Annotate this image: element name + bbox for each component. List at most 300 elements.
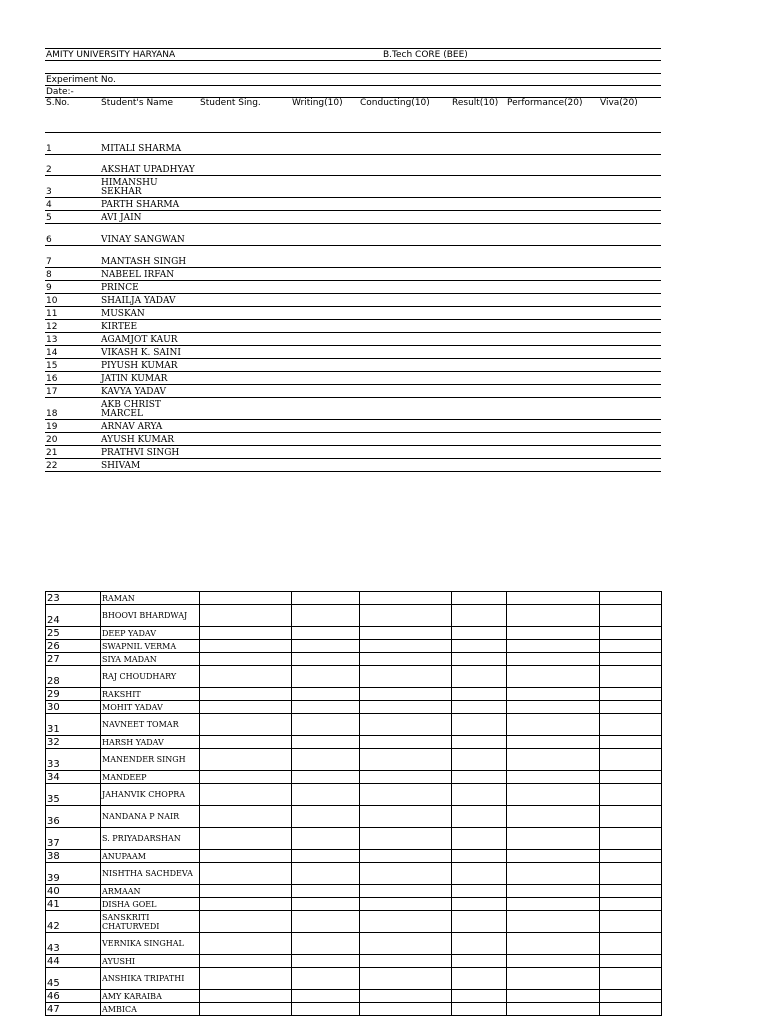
student-name: DEEP YADAV [101, 627, 200, 640]
conducting-cell [360, 828, 452, 850]
result-cell [452, 749, 507, 771]
performance-cell [506, 433, 599, 446]
serial-number: 31 [46, 714, 101, 736]
student-row [45, 459, 661, 472]
writing-cell [292, 898, 360, 911]
performance-cell [507, 850, 600, 863]
signature-cell [199, 446, 291, 459]
conducting-cell [360, 701, 452, 714]
serial-number: 2 [45, 155, 100, 176]
writing-cell [291, 133, 359, 155]
serial-number: 37 [46, 828, 101, 850]
viva-cell [599, 155, 661, 176]
signature-cell [200, 701, 292, 714]
writing-cell [292, 627, 360, 640]
serial-number: 20 [45, 433, 100, 446]
viva-cell [600, 605, 662, 627]
conducting-cell [360, 688, 452, 701]
writing-cell [292, 911, 360, 933]
serial-number: 45 [46, 968, 101, 990]
serial-number: 5 [45, 211, 100, 224]
performance-cell [506, 333, 599, 346]
writing-cell [292, 640, 360, 653]
conducting-cell [360, 933, 452, 955]
signature-cell [200, 592, 292, 605]
result-cell [452, 736, 507, 749]
conducting-cell [360, 605, 452, 627]
student-row [45, 198, 661, 211]
student-row [46, 714, 662, 736]
viva-cell [600, 736, 662, 749]
signature-cell [199, 320, 291, 333]
student-row [45, 176, 661, 198]
signature-cell [199, 433, 291, 446]
student-name: AYUSHI [101, 955, 200, 968]
writing-cell [291, 320, 359, 333]
student-row [46, 885, 662, 898]
student-name: SANSKRITI CHATURVEDI [101, 911, 200, 933]
conducting-cell [359, 155, 451, 176]
conducting-cell [360, 1003, 452, 1016]
writing-cell [291, 385, 359, 398]
conducting-cell [360, 784, 452, 806]
serial-number: 3 [45, 176, 100, 198]
performance-cell [506, 420, 599, 433]
student-name: NISHTHA SACHDEVA [101, 863, 200, 885]
result-cell [452, 666, 507, 688]
performance-cell [507, 968, 600, 990]
result-cell [452, 1003, 507, 1016]
viva-cell [599, 224, 661, 246]
viva-cell [599, 268, 661, 281]
student-row [45, 398, 661, 420]
performance-cell [507, 863, 600, 885]
student-name: MITALI SHARMA [100, 133, 199, 155]
column-header: Viva(20) [599, 98, 661, 133]
signature-cell [199, 294, 291, 307]
result-cell [452, 898, 507, 911]
conducting-cell [359, 307, 451, 320]
conducting-cell [359, 346, 451, 359]
writing-cell [291, 294, 359, 307]
student-name: JAHANVIK CHOPRA [101, 784, 200, 806]
student-row [45, 224, 661, 246]
viva-cell [600, 933, 662, 955]
signature-cell [199, 385, 291, 398]
serial-number: 26 [46, 640, 101, 653]
column-header: Conducting(10) [359, 98, 451, 133]
student-row [46, 863, 662, 885]
writing-cell [292, 933, 360, 955]
writing-cell [291, 155, 359, 176]
serial-number: 6 [45, 224, 100, 246]
signature-cell [199, 224, 291, 246]
signature-cell [200, 714, 292, 736]
result-cell [451, 372, 506, 385]
viva-cell [600, 640, 662, 653]
conducting-cell [360, 653, 452, 666]
serial-number: 15 [45, 359, 100, 372]
writing-cell [292, 968, 360, 990]
student-name: AGAMJOT KAUR [100, 333, 199, 346]
writing-cell [291, 198, 359, 211]
student-name: VINAY SANGWAN [100, 224, 199, 246]
conducting-cell [360, 627, 452, 640]
student-name: HIMANSHU SEKHAR [100, 176, 199, 198]
writing-cell [292, 990, 360, 1003]
result-cell [452, 863, 507, 885]
viva-cell [600, 850, 662, 863]
signature-cell [200, 968, 292, 990]
performance-cell [506, 176, 599, 198]
performance-cell [507, 806, 600, 828]
writing-cell [292, 701, 360, 714]
signature-cell [199, 398, 291, 420]
viva-cell [600, 688, 662, 701]
serial-number: 38 [46, 850, 101, 863]
performance-cell [506, 372, 599, 385]
student-row [46, 653, 662, 666]
viva-cell [600, 911, 662, 933]
writing-cell [291, 372, 359, 385]
viva-cell [599, 333, 661, 346]
conducting-cell [360, 736, 452, 749]
signature-cell [199, 359, 291, 372]
serial-number: 18 [45, 398, 100, 420]
signature-cell [200, 806, 292, 828]
writing-cell [292, 688, 360, 701]
serial-number: 14 [45, 346, 100, 359]
performance-cell [506, 307, 599, 320]
signature-cell [199, 268, 291, 281]
performance-cell [507, 990, 600, 1003]
viva-cell [600, 666, 662, 688]
conducting-cell [359, 459, 451, 472]
conducting-cell [359, 446, 451, 459]
signature-cell [200, 990, 292, 1003]
performance-cell [507, 736, 600, 749]
writing-cell [291, 176, 359, 198]
conducting-cell [360, 911, 452, 933]
writing-cell [292, 592, 360, 605]
performance-cell [506, 398, 599, 420]
signature-cell [199, 459, 291, 472]
serial-number: 16 [45, 372, 100, 385]
serial-number: 34 [46, 771, 101, 784]
conducting-cell [360, 714, 452, 736]
student-row [45, 155, 661, 176]
student-name: PRINCE [100, 281, 199, 294]
student-row [45, 446, 661, 459]
signature-cell [199, 281, 291, 294]
serial-number: 28 [46, 666, 101, 688]
signature-cell [200, 784, 292, 806]
student-row [45, 294, 661, 307]
viva-cell [599, 294, 661, 307]
conducting-cell [360, 640, 452, 653]
student-row [46, 749, 662, 771]
performance-cell [506, 198, 599, 211]
result-cell [451, 385, 506, 398]
result-cell [452, 640, 507, 653]
signature-cell [200, 1003, 292, 1016]
student-name: NAVNEET TOMAR [101, 714, 200, 736]
performance-cell [507, 955, 600, 968]
viva-cell [600, 990, 662, 1003]
result-cell [451, 246, 506, 268]
writing-cell [292, 850, 360, 863]
student-name: AVI JAIN [100, 211, 199, 224]
conducting-cell [359, 372, 451, 385]
student-row [45, 420, 661, 433]
result-cell [451, 446, 506, 459]
student-row [46, 592, 662, 605]
serial-number: 9 [45, 281, 100, 294]
result-cell [452, 627, 507, 640]
result-cell [452, 933, 507, 955]
result-cell [452, 990, 507, 1003]
signature-cell [200, 653, 292, 666]
result-cell [452, 911, 507, 933]
student-row [45, 320, 661, 333]
serial-number: 44 [46, 955, 101, 968]
performance-cell [506, 133, 599, 155]
signature-cell [199, 346, 291, 359]
performance-cell [507, 771, 600, 784]
viva-cell [600, 653, 662, 666]
viva-cell [599, 372, 661, 385]
student-name: RAKSHIT [101, 688, 200, 701]
viva-cell [600, 885, 662, 898]
serial-number: 8 [45, 268, 100, 281]
student-name: HARSH YADAV [101, 736, 200, 749]
performance-cell [507, 784, 600, 806]
result-cell [452, 850, 507, 863]
signature-cell [199, 198, 291, 211]
viva-cell [599, 398, 661, 420]
writing-cell [292, 806, 360, 828]
student-name: ANUPAAM [101, 850, 200, 863]
viva-cell [599, 385, 661, 398]
student-name: SHAILJA YADAV [100, 294, 199, 307]
student-row [46, 784, 662, 806]
conducting-cell [360, 968, 452, 990]
viva-cell [600, 701, 662, 714]
writing-cell [292, 749, 360, 771]
student-name: S. PRIYADARSHAN [101, 828, 200, 850]
writing-cell [292, 784, 360, 806]
conducting-cell [359, 320, 451, 333]
viva-cell [599, 246, 661, 268]
serial-number: 25 [46, 627, 101, 640]
performance-cell [507, 653, 600, 666]
conducting-cell [360, 771, 452, 784]
student-row [46, 1003, 662, 1016]
student-name: AMY KARAIBA [101, 990, 200, 1003]
viva-cell [600, 828, 662, 850]
performance-cell [507, 898, 600, 911]
writing-cell [292, 666, 360, 688]
conducting-cell [360, 885, 452, 898]
student-name: JATIN KUMAR [100, 372, 199, 385]
column-header: Writing(10) [291, 98, 359, 133]
viva-cell [599, 320, 661, 333]
student-row [45, 385, 661, 398]
performance-cell [506, 211, 599, 224]
student-row [45, 372, 661, 385]
student-name: MANDEEP [101, 771, 200, 784]
student-row [45, 307, 661, 320]
serial-number: 11 [45, 307, 100, 320]
student-name: NANDANA P NAIR [101, 806, 200, 828]
student-name: DISHA GOEL [101, 898, 200, 911]
signature-cell [200, 771, 292, 784]
conducting-cell [359, 294, 451, 307]
serial-number: 39 [46, 863, 101, 885]
conducting-cell [359, 420, 451, 433]
writing-cell [291, 246, 359, 268]
signature-cell [199, 333, 291, 346]
student-name: ARMAAN [101, 885, 200, 898]
signature-cell [200, 898, 292, 911]
serial-number: 35 [46, 784, 101, 806]
result-cell [451, 333, 506, 346]
performance-cell [507, 592, 600, 605]
student-row [46, 806, 662, 828]
student-name: MANENDER SINGH [101, 749, 200, 771]
performance-cell [506, 385, 599, 398]
serial-number: 19 [45, 420, 100, 433]
student-row [46, 771, 662, 784]
result-cell [451, 346, 506, 359]
viva-cell [600, 714, 662, 736]
result-cell [451, 155, 506, 176]
student-name: AKSHAT UPADHYAY [100, 155, 199, 176]
writing-cell [291, 307, 359, 320]
result-cell [451, 307, 506, 320]
performance-cell [506, 246, 599, 268]
signature-cell [199, 420, 291, 433]
student-name: MOHIT YADAV [101, 701, 200, 714]
performance-cell [507, 666, 600, 688]
result-cell [452, 806, 507, 828]
student-row [45, 133, 661, 155]
performance-cell [506, 320, 599, 333]
performance-cell [507, 605, 600, 627]
viva-cell [600, 863, 662, 885]
viva-cell [599, 459, 661, 472]
performance-cell [506, 155, 599, 176]
serial-number: 46 [46, 990, 101, 1003]
student-row [46, 736, 662, 749]
signature-cell [200, 885, 292, 898]
student-name: NABEEL IRFAN [100, 268, 199, 281]
result-cell [451, 294, 506, 307]
student-name: MUSKAN [100, 307, 199, 320]
result-cell [451, 224, 506, 246]
date-label: Date:- [45, 86, 661, 98]
performance-cell [507, 701, 600, 714]
conducting-cell [359, 198, 451, 211]
column-header-row [45, 98, 661, 133]
experiment-label: Experiment No. [45, 74, 661, 86]
writing-cell [292, 771, 360, 784]
conducting-cell [359, 224, 451, 246]
conducting-cell [360, 850, 452, 863]
writing-cell [291, 459, 359, 472]
writing-cell [291, 224, 359, 246]
column-header: Student's Name [100, 98, 199, 133]
signature-cell [200, 850, 292, 863]
conducting-cell [360, 806, 452, 828]
viva-cell [600, 592, 662, 605]
performance-cell [506, 459, 599, 472]
performance-cell [507, 828, 600, 850]
result-cell [451, 320, 506, 333]
viva-cell [599, 281, 661, 294]
serial-number: 17 [45, 385, 100, 398]
student-row [45, 333, 661, 346]
signature-cell [199, 246, 291, 268]
conducting-cell [360, 955, 452, 968]
viva-cell [599, 433, 661, 446]
student-row [46, 850, 662, 863]
writing-cell [292, 653, 360, 666]
signature-cell [200, 828, 292, 850]
writing-cell [292, 863, 360, 885]
signature-cell [200, 640, 292, 653]
student-row [46, 955, 662, 968]
result-cell [452, 828, 507, 850]
student-name: MANTASH SINGH [100, 246, 199, 268]
viva-cell [600, 749, 662, 771]
student-row [46, 688, 662, 701]
performance-cell [507, 640, 600, 653]
performance-cell [506, 268, 599, 281]
university-name: AMITY UNIVERSITY HARYANA [45, 49, 359, 61]
serial-number: 42 [46, 911, 101, 933]
serial-number: 10 [45, 294, 100, 307]
signature-cell [200, 863, 292, 885]
signature-cell [199, 372, 291, 385]
student-name: KAVYA YADAV [100, 385, 199, 398]
result-cell [451, 198, 506, 211]
writing-cell [291, 281, 359, 294]
blank-row [45, 61, 661, 74]
student-name: PIYUSH KUMAR [100, 359, 199, 372]
student-row [45, 268, 661, 281]
result-cell [451, 281, 506, 294]
student-name: VERNIKA SINGHAL [101, 933, 200, 955]
conducting-cell [359, 133, 451, 155]
writing-cell [292, 885, 360, 898]
viva-cell [599, 359, 661, 372]
conducting-cell [359, 385, 451, 398]
student-name: PARTH SHARMA [100, 198, 199, 211]
student-row [46, 605, 662, 627]
conducting-cell [359, 333, 451, 346]
serial-number: 23 [46, 592, 101, 605]
serial-number: 43 [46, 933, 101, 955]
serial-number: 40 [46, 885, 101, 898]
conducting-cell [359, 433, 451, 446]
student-row [46, 990, 662, 1003]
signature-cell [200, 688, 292, 701]
result-cell [451, 176, 506, 198]
performance-cell [507, 933, 600, 955]
result-cell [452, 592, 507, 605]
signature-cell [200, 933, 292, 955]
